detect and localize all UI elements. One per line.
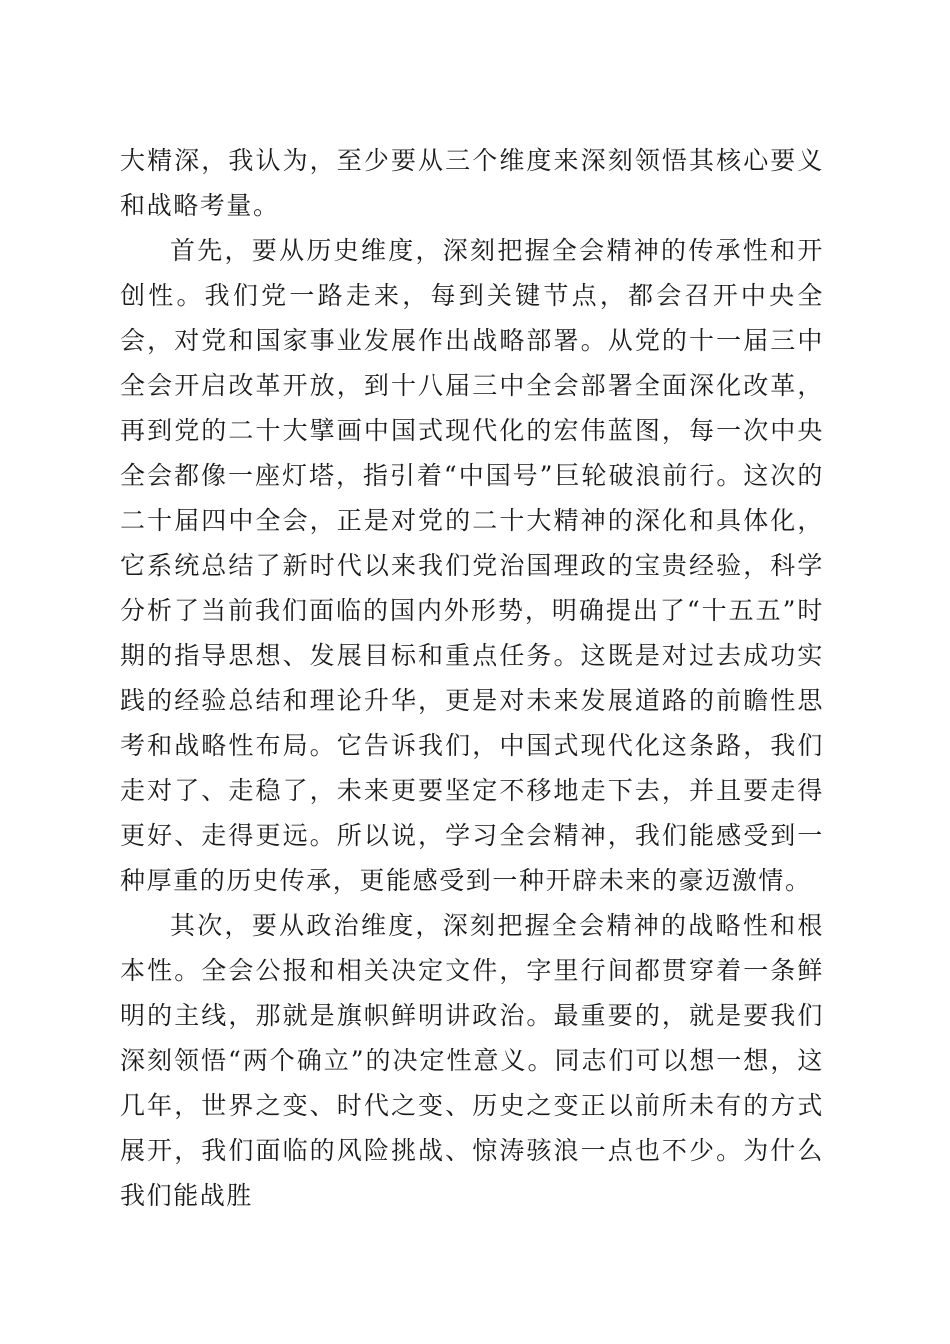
paragraph-continuation: 大精深，我认为，至少要从三个维度来深刻领悟其核心要义和战略考量。 xyxy=(120,146,824,220)
paragraph-historical-dimension: 首先，要从历史维度，深刻把握全会精神的传承性和开创性。我们党一路走来，每到关键节点，都会召开中央全会，对党和国家事业发展作出战略部署。从党的十一届三中全会开启改革开放，到十八届三中全会部署全面深化改革，再到党的二十大擘画中国式现代化的宏伟蓝图，每一次中央全会都像一座灯塔，指引着“中国号”巨轮破浪前行。这次的二十届四中全会，正是对党的二十大精神的深化和具体化，它系统总结了新时代以来我们党治国理政的宝贵经验，科学分析了当前我们面临的国内外形势，明确提出了“十五五”时期的指导思想、发展目标和重点任务。这既是对过去成功实践的经验总结和理论升华，更是对未来发展道路的前瞻性思考和战略性布局。它告诉我们，中国式现代化这条路，我们走对了、走稳了，未来更要坚定不移地走下去，并且要走得更好、走得更远。所以说，学习全会精神，我们能感受到一种厚重的历史传承，更能感受到一种开辟未来的豪迈激情。 xyxy=(120,236,824,895)
paragraph-political-dimension: 其次，要从政治维度，深刻把握全会精神的战略性和根本性。全会公报和相关决定文件，字里行间都贯穿着一条鲜明的主线，那就是旗帜鲜明讲政治。最重要的，就是要我们深刻领悟“两个确立”的决定性意义。同志们可以想一想，这几年，世界之变、时代之变、历史之变正以前所未有的方式展开，我们面临的风险挑战、惊涛骇浪一点也不少。为什么我们能战胜 xyxy=(120,911,824,1210)
document-body xyxy=(120,138,824,1218)
